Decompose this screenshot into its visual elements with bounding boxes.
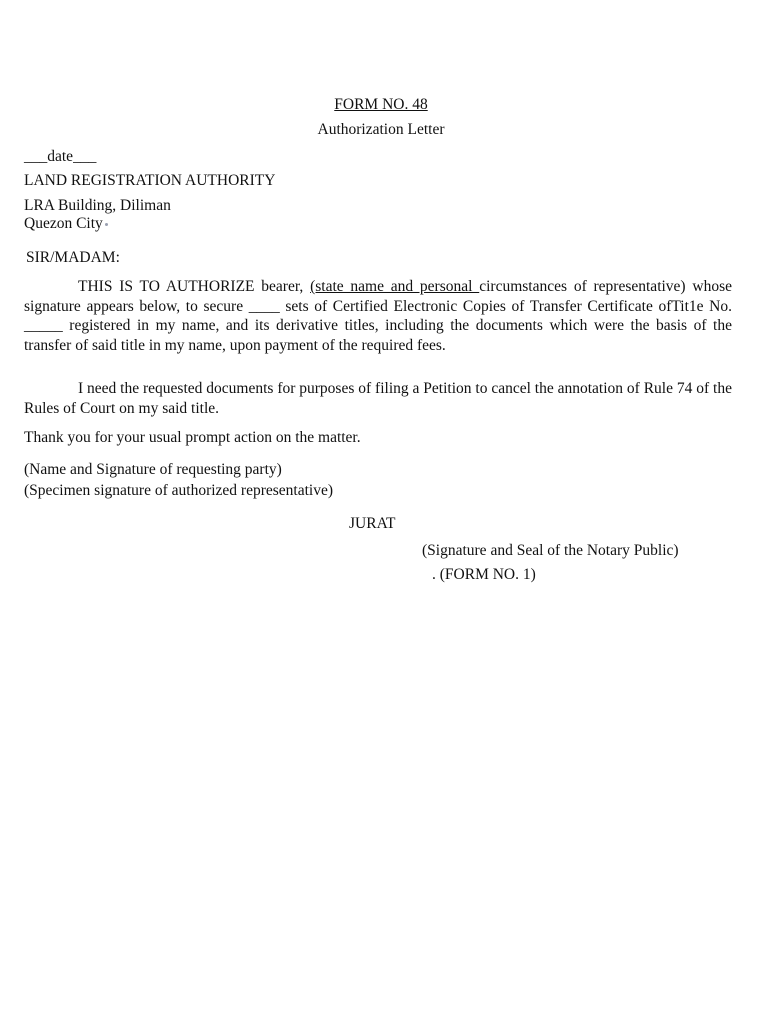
date-line: ___date___ bbox=[24, 148, 97, 165]
authorization-lead: THIS IS TO AUTHORIZE bearer, bbox=[78, 278, 311, 295]
purpose-paragraph: I need the requested documents for purposes of filing a Petition to cancel the annotation of Rule 74 of the Rules of Court on my said title. bbox=[24, 380, 732, 417]
signatory-line-1: (Name and Signature of requesting party) bbox=[24, 461, 282, 478]
authorization-paragraph bbox=[24, 277, 732, 355]
addressee-line-1: LAND REGISTRATION AUTHORITY bbox=[24, 172, 276, 189]
representative-placeholder: (state name and personal bbox=[310, 278, 480, 295]
form-reference: . (FORM NO. 1) bbox=[432, 566, 536, 583]
scan-speck-icon bbox=[105, 223, 108, 226]
thanks-line: Thank you for your usual prompt action on the matter. bbox=[24, 429, 361, 446]
authorization-body: circumstances of representative) whose signature appears below, to secure ____ sets of Certified Electronic Copies of Transfer Certificate ofTit1e No. _____ registered in my name, and its derivative titles, including the documents which were the basis of the transfer of said title in my name, upon payment of the required fees. bbox=[24, 278, 732, 354]
jurat-heading: JURAT bbox=[349, 515, 396, 532]
addressee-line-2: LRA Building, Diliman bbox=[24, 197, 171, 214]
addressee-city: Quezon City bbox=[24, 215, 103, 232]
salutation: SIR/MADAM: bbox=[26, 249, 120, 266]
form-title: FORM NO. 48 bbox=[334, 96, 428, 113]
signatory-line-2: (Specimen signature of authorized representative) bbox=[24, 482, 334, 499]
addressee-line-3 bbox=[24, 214, 108, 233]
notary-signature-line: (Signature and Seal of the Notary Public) bbox=[422, 542, 679, 559]
document-subtitle: Authorization Letter bbox=[317, 121, 445, 138]
